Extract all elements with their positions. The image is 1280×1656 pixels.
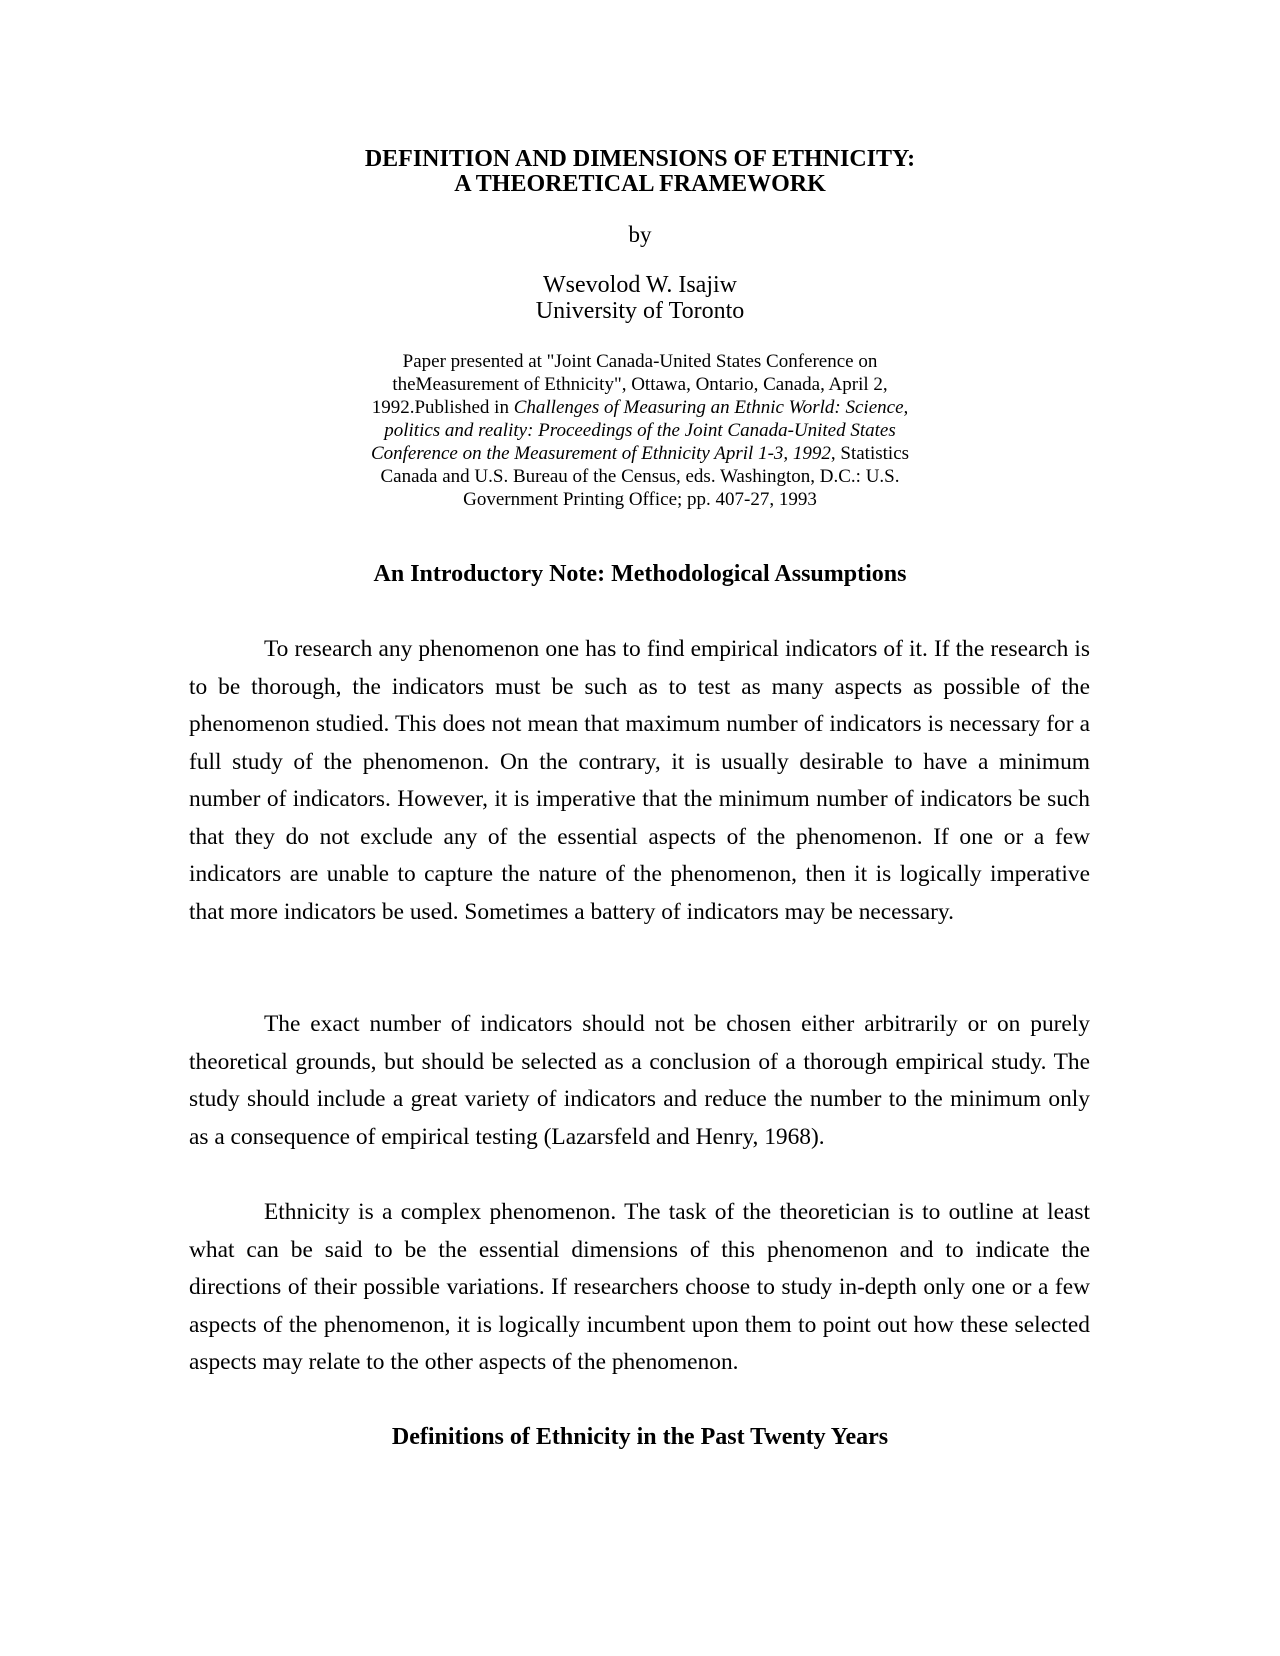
publication-note-line-5 xyxy=(0,442,1280,465)
publication-note-line-1: Paper presented at "Joint Canada-United States Conference on xyxy=(402,351,878,372)
publication-note-line-3 xyxy=(0,396,1280,419)
publication-note-line-5-italic: Conference on the Measurement of Ethnicity April 1-3, 1992 xyxy=(370,443,831,464)
publication-note-line-4-italic: politics and reality: Proceedings of the Joint Canada-United States xyxy=(384,420,896,441)
publication-note-line-5-plain: , Statistics xyxy=(830,443,910,464)
publication-note-line-4 xyxy=(0,419,1280,442)
publication-note xyxy=(0,350,1280,511)
publication-note-line-2: theMeasurement of Ethnicity", Ottawa, Ontario, Canada, April 2, xyxy=(392,374,888,395)
title-line-2: A THEORETICAL FRAMEWORK xyxy=(454,171,826,197)
author-block xyxy=(0,272,1280,324)
publication-note-line-3-plain: 1992.Published in xyxy=(371,397,514,418)
author-affiliation: University of Toronto xyxy=(535,298,745,324)
publication-note-line-6: Canada and U.S. Bureau of the Census, eds. Washington, D.C.: U.S. xyxy=(380,466,900,487)
by-line: by xyxy=(628,222,652,247)
author-name: Wsevolod W. Isajiw xyxy=(543,272,737,298)
section-heading-definitions: Definitions of Ethnicity in the Past Twenty Years xyxy=(391,1424,889,1450)
publication-note-line-7: Government Printing Office; pp. 407-27, 1993 xyxy=(463,489,817,510)
paper-title xyxy=(0,147,1280,197)
paragraph-2: The exact number of indicators should not be chosen either arbitrarily or on purely theoretical grounds, but should be selected as a conclusion of a thorough empirical study. The study should include a great variety of indicators and reduce the number to the minimum only as a consequence of empirical testing (Lazarsfeld and Henry, 1968). xyxy=(189,1011,1090,1150)
publication-note-line-3-italic: Challenges of Measuring an Ethnic World: Science, xyxy=(513,397,909,418)
title-line-1: DEFINITION AND DIMENSIONS OF ETHNICITY: xyxy=(364,146,916,172)
paragraph-3: Ethnicity is a complex phenomenon. The task of the theoretician is to outline at least what can be said to be the essential dimensions of this phenomenon and to indicate the directions of their possible variations. If researchers choose to study in-depth only one or a few aspects of the phenomenon, it is logically incumbent upon them to point out how these selected aspects may relate to the other aspects of the phenomenon. xyxy=(189,1199,1090,1375)
paragraph-1: To research any phenomenon one has to find empirical indicators of it. If the research is to be thorough, the indicators must be such as to test as many aspects as possible of the phenomenon studied. This does not mean that maximum number of indicators is necessary for a full study of the phenomenon. On the contrary, it is usually desirable to have a minimum number of indicators. However, it is imperative that the minimum number of indicators be such that they do not exclude any of the essential aspects of the phenomenon. If one or a few indicators are unable to capture the nature of the phenomenon, then it is logically imperative that more indicators be used. Sometimes a battery of indicators may be necessary. xyxy=(189,636,1090,925)
section-heading-introductory-note: An Introductory Note: Methodological Assumptions xyxy=(373,561,907,587)
